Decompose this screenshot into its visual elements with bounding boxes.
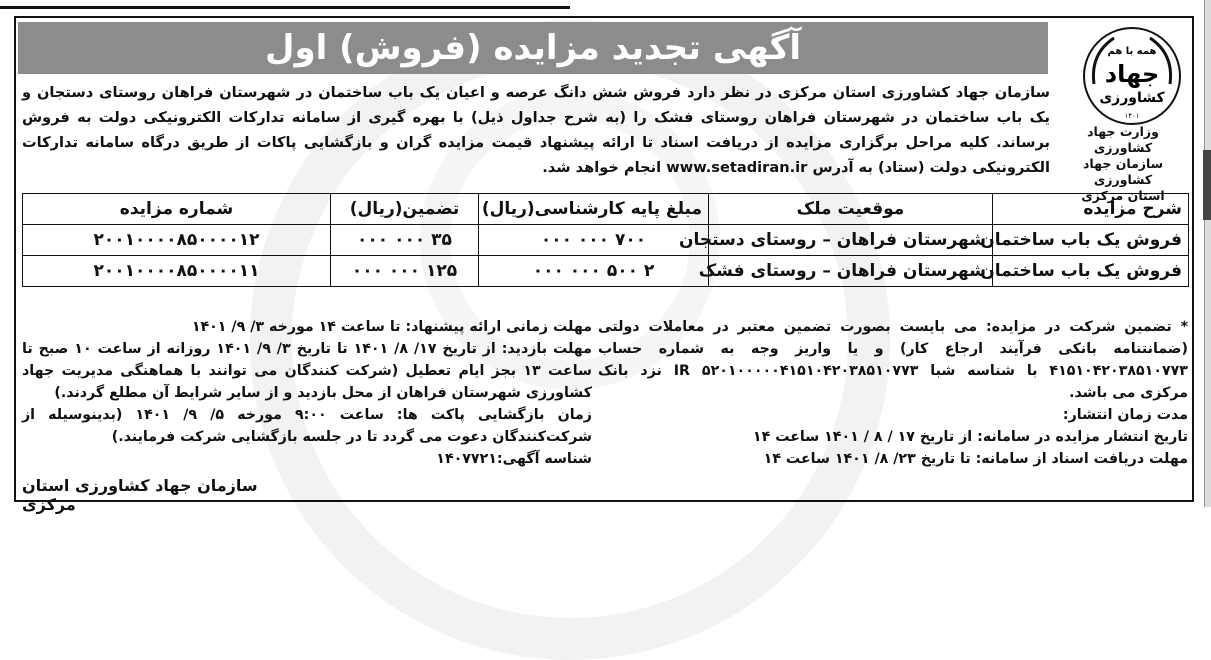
cell-guarantee: ۳۵ ۰۰۰ ۰۰۰ (331, 225, 479, 256)
top-rule (0, 0, 570, 9)
docs-text: تا تاریخ ۲۳/ ۸/ ۱۴۰۱ ساعت ۱۴ (763, 451, 971, 467)
opening-paragraph (22, 404, 592, 448)
header-location: موقعیت ملک (709, 194, 993, 225)
org-block (1056, 124, 1190, 204)
visit-text: از تاریخ ۱۷/ ۸/ ۱۴۰۱ تا تاریخ ۳/ ۹/ ۱۴۰۱ روزانه از ساعت ۱۰ صبح تا ساعت ۱۳ بجز ایام تعطیل (شرکت کنندگان می توانند با هماهنگی مدیریت جهاد کشاورزی شهرستان فراهان از محل بازدید و از سایر شرایط آن مطلع گردند.) (22, 341, 592, 401)
visit-label: مهلت بازدید: (501, 341, 592, 357)
header-auction-number: شماره مزایده (23, 194, 331, 225)
ad-title: آگهی تجدید مزایده (فروش) اول (18, 22, 1048, 74)
page-edge (1204, 0, 1211, 507)
jahad-logo (1080, 24, 1184, 128)
opening-text: ساعت ۹:۰۰ مورخه ۵/ ۹/ ۱۴۰۱ (بدینوسیله از شرکت‌کنندگان دعوت می گردد تا در جلسه بازگشایی شرکت فرمایند.) (22, 407, 592, 445)
offer-line (22, 316, 592, 338)
header-guarantee: تضمین(ریال) (331, 194, 479, 225)
ad-id: شناسه آگهی:۱۴۰۷۷۲۱ (436, 451, 592, 467)
cell-location: شهرستان فراهان – روستای دستجان (709, 225, 993, 256)
auction-table (22, 193, 1189, 287)
cell-location: شهرستان فراهان – روستای فشک (709, 256, 993, 287)
cell-base-price: ۲ ۵۰۰ ۰۰۰ ۰۰۰ (479, 256, 709, 287)
logo-word-top: جهاد (1104, 60, 1160, 88)
intro-paragraph (22, 80, 1050, 180)
cell-auction-number: ۲۰۰۱۰۰۰۰۸۵۰۰۰۰۱۱ (23, 256, 331, 287)
header-base-price: مبلغ پایه کارشناسی(ریال) (479, 194, 709, 225)
publish-period-label: مدت زمان انتشار: (1062, 407, 1188, 423)
publish-text: از تاریخ ۱۷ / ۸ / ۱۴۰۱ ساعت ۱۴ (752, 429, 973, 445)
org-line-province: استان مرکزی (1081, 188, 1165, 203)
terms-right-column (598, 316, 1188, 470)
intro-tail: انجام خواهد شد. (542, 159, 662, 176)
guarantee-paragraph (598, 316, 1188, 404)
table-row (23, 225, 1189, 256)
org-line-ministry: وزارت جهاد کشاورزی (1087, 124, 1159, 155)
publish-label: تاریخ انتشار مزایده در سامانه: (977, 429, 1188, 445)
terms-left-column (22, 316, 592, 470)
table-header-row (23, 194, 1189, 225)
offer-text: تا ساعت ۱۴ مورخه ۳/ ۹/ ۱۴۰۱ (191, 319, 401, 335)
visit-paragraph (22, 338, 592, 404)
logo-slogan: همه با هم (1107, 46, 1157, 57)
logo-word-bottom: کشاورزی (1099, 90, 1165, 106)
opening-label: زمان بازگشایی پاکت ها: (396, 407, 592, 423)
setad-url: www.setadiran.ir (666, 159, 808, 176)
intro-text: سازمان جهاد کشاورزی استان مرکزی در نظر دارد فروش شش دانگ عرصه و اعیان یک باب ساختمان در شهرستان فراهان روستای دستجان و یک باب ساختمان در شهرستان فراهان روستای فشک را (به شرح جداول ذیل) با بهره گیری از سامانه تدارکات الکترونیکی دولت به فروش برساند. کلیه مراحل برگزاری مزایده از دریافت اسناد تا ارائه پیشنهاد قیمت مزایده گران و بازگشایی پاکات از طریق درگاه سامانه تدارکات الکترونیکی دولت (ستاد) به آدرس (22, 84, 1050, 176)
header-description: شرح مزایده (993, 194, 1189, 225)
offer-label: مهلت زمانی ارائه پیشنهاد: (405, 319, 592, 335)
docs-line (598, 448, 1188, 470)
cell-description: فروش یک باب ساختمان (993, 256, 1189, 287)
page-edge-mark (1203, 150, 1211, 220)
org-line-organization: سازمان جهاد کشاورزی (1082, 156, 1163, 187)
docs-label: مهلت دریافت اسناد از سامانه: (975, 451, 1188, 467)
table-row (23, 256, 1189, 287)
logo-year: ۱۴۰۱ (1124, 112, 1140, 120)
cell-description: فروش یک باب ساختمان (993, 225, 1189, 256)
publish-line (598, 426, 1188, 448)
guarantee-text: می بایست بصورت تضمین معتبر در معاملات دولتی (ضمانتنامه بانکی فرآیند ارجاع کار) و یا واریز وجه به شماره حساب ۴۱۵۱۰۴۲۰۳۸۵۱۰۷۷۳ با شناسه شبا IR ۵۲۰۱۰۰۰۰۰۴۱۵۱۰۴۲۰۳۸۵۱۰۷۷۳ نزد بانک مرکزی می باشد. (598, 319, 1188, 401)
cell-guarantee: ۱۲۵ ۰۰۰ ۰۰۰ (331, 256, 479, 287)
cell-auction-number: ۲۰۰۱۰۰۰۰۸۵۰۰۰۰۱۲ (23, 225, 331, 256)
cell-base-price: ۷۰۰ ۰۰۰ ۰۰۰ (479, 225, 709, 256)
signature: سازمان جهاد کشاورزی استان مرکزی (22, 476, 258, 514)
guarantee-label: * تضمین شرکت در مزایده: (986, 319, 1189, 335)
